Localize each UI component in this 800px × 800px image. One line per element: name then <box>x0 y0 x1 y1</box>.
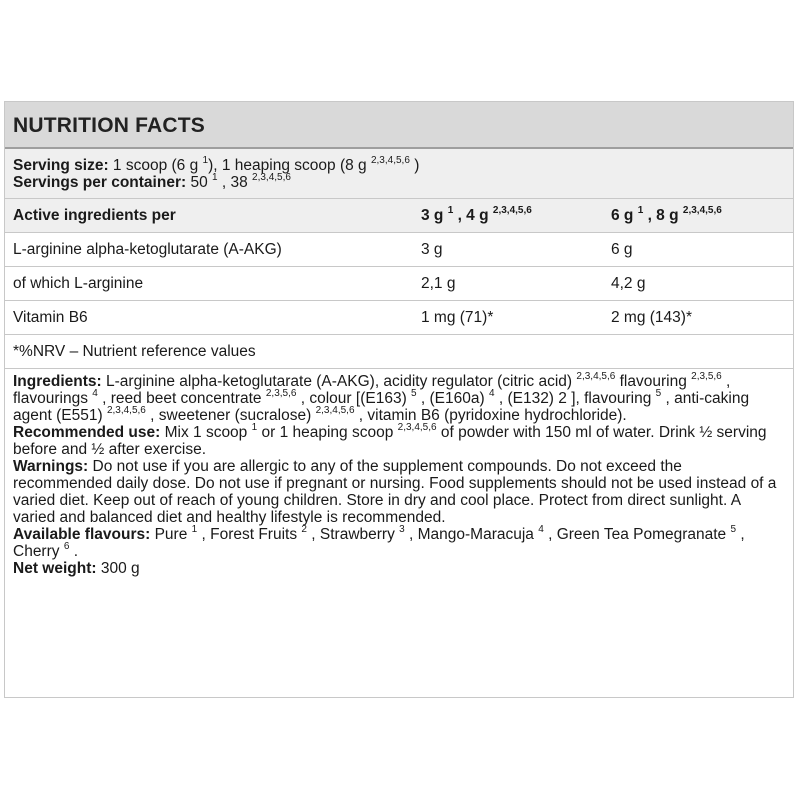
recommended-use-paragraph <box>13 421 785 458</box>
flavours-paragraph <box>13 523 785 560</box>
footnote-ref: 4 <box>92 387 98 399</box>
serving-info <box>5 149 793 199</box>
flavour-text: . <box>69 543 79 560</box>
footnote-ref: 1 <box>251 421 258 433</box>
footnote-ref: 6 <box>63 540 70 552</box>
footnote-ref: 1 <box>212 171 218 183</box>
nrv-footnote: *%NRV – Nutrient reference values <box>13 343 256 360</box>
ingredients-label: Ingredients: <box>13 373 102 390</box>
recommended-use-text: of powder with 150 ml of water. Drink ½ serving before and ½ after exercise. <box>13 424 767 458</box>
serving-size-text: ) <box>409 157 420 174</box>
footnote-ref: 1 <box>637 204 644 216</box>
footnote-ref: 2,3,4,5,6 <box>315 404 355 416</box>
ingredients-text: L-arginine alpha-ketoglutarate (A-AKG), acidity regulator (citric acid) <box>101 373 577 390</box>
col-heading-text: 3 g <box>421 207 448 224</box>
footnote-ref: 4 <box>488 387 495 399</box>
footnote-ref: 2,3,4,5,6 <box>576 370 616 382</box>
net-weight-label: Net weight: <box>13 560 97 577</box>
ingredients-text: , (E160a) <box>416 390 489 407</box>
ingredient-name: Vitamin B6 <box>13 309 88 326</box>
footnote-ref: 2,3,5,6 <box>691 370 722 382</box>
product-details <box>5 369 793 577</box>
net-weight-paragraph <box>13 560 785 577</box>
net-weight-value: 300 g <box>96 560 140 577</box>
table-row <box>5 301 793 335</box>
footnote-ref: 4 <box>538 523 544 535</box>
ingredients-text: , sweetener (sucralose) <box>145 407 316 424</box>
flavour-text: , Green Tea Pomegranate <box>543 526 731 543</box>
ingredient-value-large: 6 g <box>611 241 633 258</box>
ingredients-text: , (E132) 2 ], flavouring <box>494 390 656 407</box>
col-heading-text: , 8 g <box>643 207 683 224</box>
serving-size-label: Serving size: <box>13 157 109 174</box>
page-title: NUTRITION FACTS <box>13 114 205 137</box>
ingredient-value-small: 2,1 g <box>421 275 456 292</box>
flavours-label: Available flavours: <box>13 526 151 543</box>
footnote-ref: 2 <box>301 523 307 535</box>
ingredient-value-large: 2 mg (143)* <box>611 309 692 326</box>
active-ingredients-heading: Active ingredients per <box>13 207 176 224</box>
footnote-ref: 2,3,4,5,6 <box>492 204 532 216</box>
ingredients-text: , vitamin B6 (pyridoxine hydrochloride). <box>354 407 627 424</box>
footnote-ref: 2,3,4,5,6 <box>682 204 722 216</box>
flavour-text: , Forest Fruits <box>197 526 302 543</box>
table-header-row <box>5 199 793 233</box>
col-heading-text: , 4 g <box>453 207 493 224</box>
footnote-ref: 1 <box>191 523 198 535</box>
ingredients-text: , anti-caking agent (E551) <box>13 390 750 424</box>
serving-size-line <box>13 154 793 174</box>
warnings-label: Warnings: <box>13 458 89 475</box>
footnote-ref: 1 <box>202 154 209 166</box>
footnote-ref: 2,3,4,5,6 <box>106 404 146 416</box>
ingredient-value-small: 3 g <box>421 241 443 258</box>
warnings-paragraph <box>13 458 785 526</box>
footnote-ref: 3 <box>399 523 405 535</box>
nutrition-facts-panel <box>4 101 794 698</box>
footnote-ref: 5 <box>655 387 662 399</box>
footnote-ref: 2,3,5,6 <box>265 387 297 399</box>
recommended-use-text: or 1 heaping scoop <box>257 424 398 441</box>
flavour-text: Pure <box>150 526 192 543</box>
table-row <box>5 233 793 267</box>
recommended-use-text: Mix 1 scoop <box>160 424 252 441</box>
servings-text: , 38 <box>217 174 253 191</box>
nutrition-header <box>5 102 793 149</box>
servings-text: 50 <box>186 174 212 191</box>
footnote-ref: 5 <box>730 523 737 535</box>
ingredient-value-small: 1 mg (71)* <box>421 309 494 326</box>
ingredients-paragraph <box>13 370 785 424</box>
servings-per-container-line <box>13 171 793 191</box>
footnote-ref: 1 <box>447 204 454 216</box>
nrv-footnote-row <box>5 335 793 369</box>
flavour-text: , Cherry <box>13 526 745 560</box>
servings-per-container-label: Servings per container: <box>13 174 187 191</box>
serving-size-text: 1 scoop (6 g <box>108 157 203 174</box>
flavour-text: , Strawberry <box>306 526 400 543</box>
ingredients-text: , colour [(E163) <box>296 390 412 407</box>
footnote-ref: 5 <box>411 387 417 399</box>
ingredients-text: , reed beet concentrate <box>97 390 266 407</box>
table-header-col2 <box>421 204 532 224</box>
ingredient-name: L-arginine alpha-ketoglutarate (A-AKG) <box>13 241 282 258</box>
table-row <box>5 267 793 301</box>
ingredient-value-large: 4,2 g <box>611 275 646 292</box>
footnote-ref: 2,3,4,5,6 <box>397 421 437 433</box>
table-header-col3 <box>611 204 722 224</box>
table-header-label <box>13 207 176 224</box>
ingredients-text: flavouring <box>615 373 692 390</box>
footnote-ref: 2,3,4,5,6 <box>370 154 410 166</box>
flavour-text: , Mango-Maracuja <box>404 526 539 543</box>
ingredient-name: of which L-arginine <box>13 275 144 292</box>
recommended-use-label: Recommended use: <box>13 424 161 441</box>
footnote-ref: 2,3,4,5,6 <box>252 171 291 183</box>
col-heading-text: 6 g <box>611 207 638 224</box>
serving-size-text: ), 1 heaping scoop (8 g <box>208 157 371 174</box>
warnings-text: Do not use if you are allergic to any of the supplement compounds. Do not exceed the recommended daily dose. Do not use if pregnant or nursing. Food supplements should not be used instead of a varied diet. Keep out of reach of young children. Store in dry and cool place. Protect from direct sunlight. A varied and balanced diet and healthy lifestyle is recommended. <box>13 458 777 526</box>
ingredients-text: , flavourings <box>13 373 731 407</box>
